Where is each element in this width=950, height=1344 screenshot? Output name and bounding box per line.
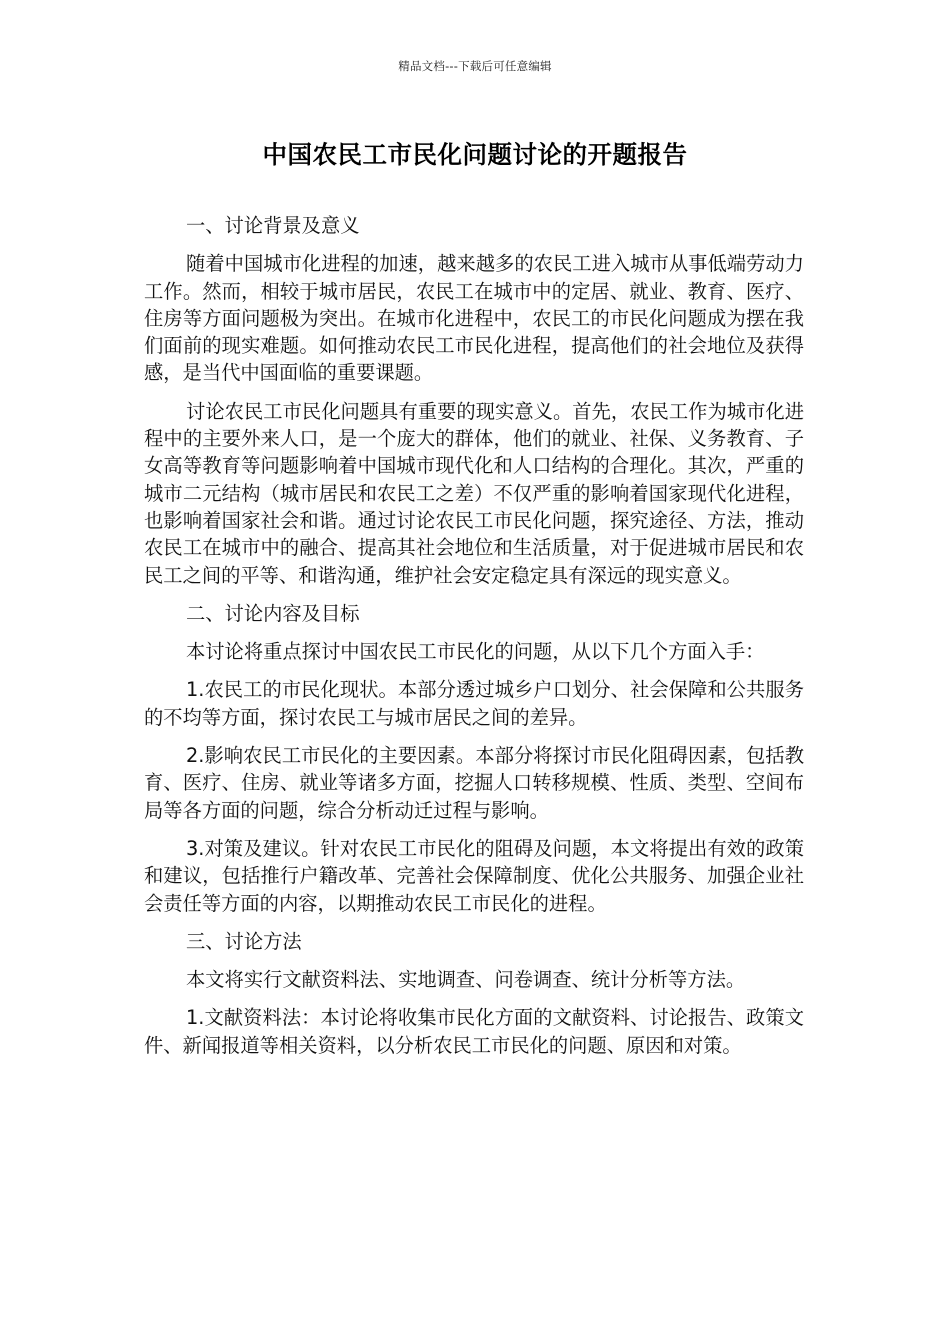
- section-heading-background: 一、讨论背景及意义: [186, 214, 360, 237]
- document-title: 中国农民工市民化问题讨论的开题报告: [262, 140, 688, 169]
- paragraph-methods-item-1: 1.文献资料法：本讨论将收集市民化方面的文献资料、讨论报告、政策文件、新闻报道等相关资料，以分析农民工市民化的问题、原因和对策。: [144, 1006, 804, 1057]
- paragraph-content-item-2: 2.影响农民工市民化的主要因素。本部分将探讨市民化阻碍因素，包括教育、医疗、住房、就业等诸多方面，挖掘人口转移规模、性质、类型、空间布局等各方面的问题，综合分析动迁过程与影响。: [144, 744, 804, 822]
- section-heading-content: 二、讨论内容及目标: [186, 601, 360, 625]
- paragraph-methods-intro: 本文将实行文献资料法、实地调查、问卷调查、统计分析等方法。: [186, 968, 746, 992]
- paragraph-content-item-3: 3.对策及建议。针对农民工市民化的阻碍及问题，本文将提出有效的政策和建议，包括推行户籍改革、完善社会保障制度、优化公共服务、加强企业社会责任等方面的内容，以期推动农民工市民化的进程。: [144, 836, 804, 915]
- paragraph-background-1: 随着中国城市化进程的加速，越来越多的农民工进入城市从事低端劳动力工作。然而，相较于城市居民，农民工在城市中的定居、就业、教育、医疗、住房等方面问题极为突出。在城市化进程中，农民工的市民化问题成为摆在我们面前的现实难题。如何推动农民工市民化进程，提高他们的社会地位及获得感，是当代中国面临的重要课题。: [144, 252, 804, 385]
- paragraph-background-2: 讨论农民工市民化问题具有重要的现实意义。首先，农民工作为城市化进程中的主要外来人口，是一个庞大的群体，他们的就业、社保、义务教育、子女高等教育等问题影响着中国城市现代化和人口结构的合理化。其次，严重的城市二元结构（城市居民和农民工之差）不仅严重的影响着国家现代化进程，也影响着国家社会和谐。通过讨论农民工市民化问题，探究途径、方法，推动农民工在城市中的融合、提高其社会地位和生活质量，对于促进城市居民和农民工之间的平等、和谐沟通，维护社会安定稳定具有深远的现实意义。: [144, 399, 804, 587]
- section-heading-methods: 三、讨论方法: [186, 929, 302, 953]
- header-note: 精品文档---下载后可任意编辑: [398, 59, 552, 73]
- paragraph-content-intro: 本讨论将重点探讨中国农民工市民化的问题，从以下几个方面入手：: [186, 640, 765, 664]
- document-body: [144, 212, 804, 1070]
- paragraph-content-item-1: 1.农民工的市民化现状。本部分透过城乡户口划分、社会保障和公共服务的不均等方面，探讨农民工与城市居民之间的差异。: [144, 678, 804, 729]
